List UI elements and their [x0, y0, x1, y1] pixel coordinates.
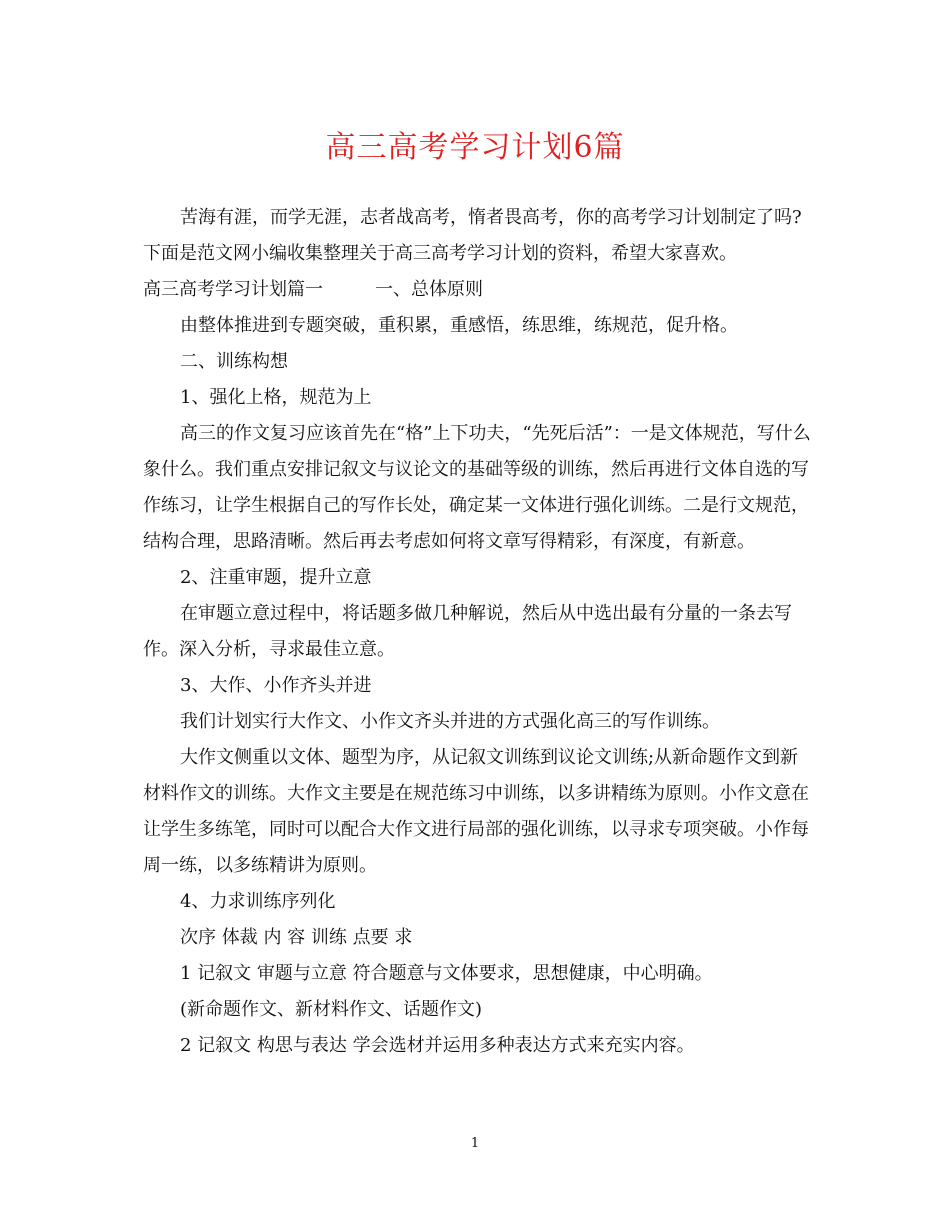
- subheading: 二、训练构想: [180, 351, 288, 372]
- table-row-line: (新命题作文、新材料作文、话题作文): [180, 999, 483, 1020]
- document-body: [143, 200, 811, 1064]
- paragraph: 我们计划实行大作文、小作文齐头并进的方式强化高三的写作训练。: [180, 711, 720, 732]
- page-number: 1: [470, 1136, 480, 1151]
- subheading: 4、力求训练序列化: [180, 891, 336, 912]
- paragraph: 大作文侧重以文体、题型为序，从记叙文训练到议论文训练;从新命题作文到新材料作文的训练。大作文主要是在规范练习中训练，以多讲精练为原则。小作文意在让学生多练笔，同时可以配合大作文进行局部的强化训练，以寻求专项突破。小作每周一练，以多练精讲为原则。: [143, 747, 809, 876]
- intro-paragraph: 苦海有涯，而学无涯，志者战高考，惰者畏高考，你的高考学习计划制定了吗?下面是范文网小编收集整理关于高三高考学习计划的资料，希望大家喜欢。: [143, 207, 802, 264]
- subheading: 2、注重审题，提升立意: [180, 567, 372, 588]
- subheading: 1、强化上格，规范为上: [180, 387, 372, 408]
- page-title: 高三高考学习计划6篇: [325, 130, 625, 165]
- principle-heading: 一、总体原则: [375, 279, 483, 300]
- paragraph: 高三的作文复习应该首先在“格”上下功夫，“先死后活”：一是文体规范，写什么象什么。我们重点安排记叙文与议论文的基础等级的训练，然后再进行文体自选的写作练习，让学生根据自己的写作长处，确定某一文体进行强化训练。二是行文规范，结构合理，思路清晰。然后再去考虑如何将文章写得精彩，有深度，有新意。: [143, 423, 811, 552]
- table-header-line: 次序 体裁 内 容 训练 点要 求: [180, 927, 413, 948]
- table-row-line: 1 记叙文 审题与立意 符合题意与文体要求，思想健康，中心明确。: [180, 963, 713, 984]
- section-heading: [143, 272, 811, 308]
- article-heading: 高三高考学习计划篇一: [143, 279, 323, 300]
- subheading: 3、大作、小作齐头并进: [180, 675, 372, 696]
- paragraph: 由整体推进到专题突破，重积累，重感悟，练思维，练规范，促升格。: [180, 315, 738, 336]
- paragraph: 在审题立意过程中，将话题多做几种解说，然后从中选出最有分量的一条去写作。深入分析，寻求最佳立意。: [143, 603, 792, 660]
- table-row-line: 2 记叙文 构思与表达 学会选材并运用多种表达方式来充实内容。: [180, 1035, 695, 1056]
